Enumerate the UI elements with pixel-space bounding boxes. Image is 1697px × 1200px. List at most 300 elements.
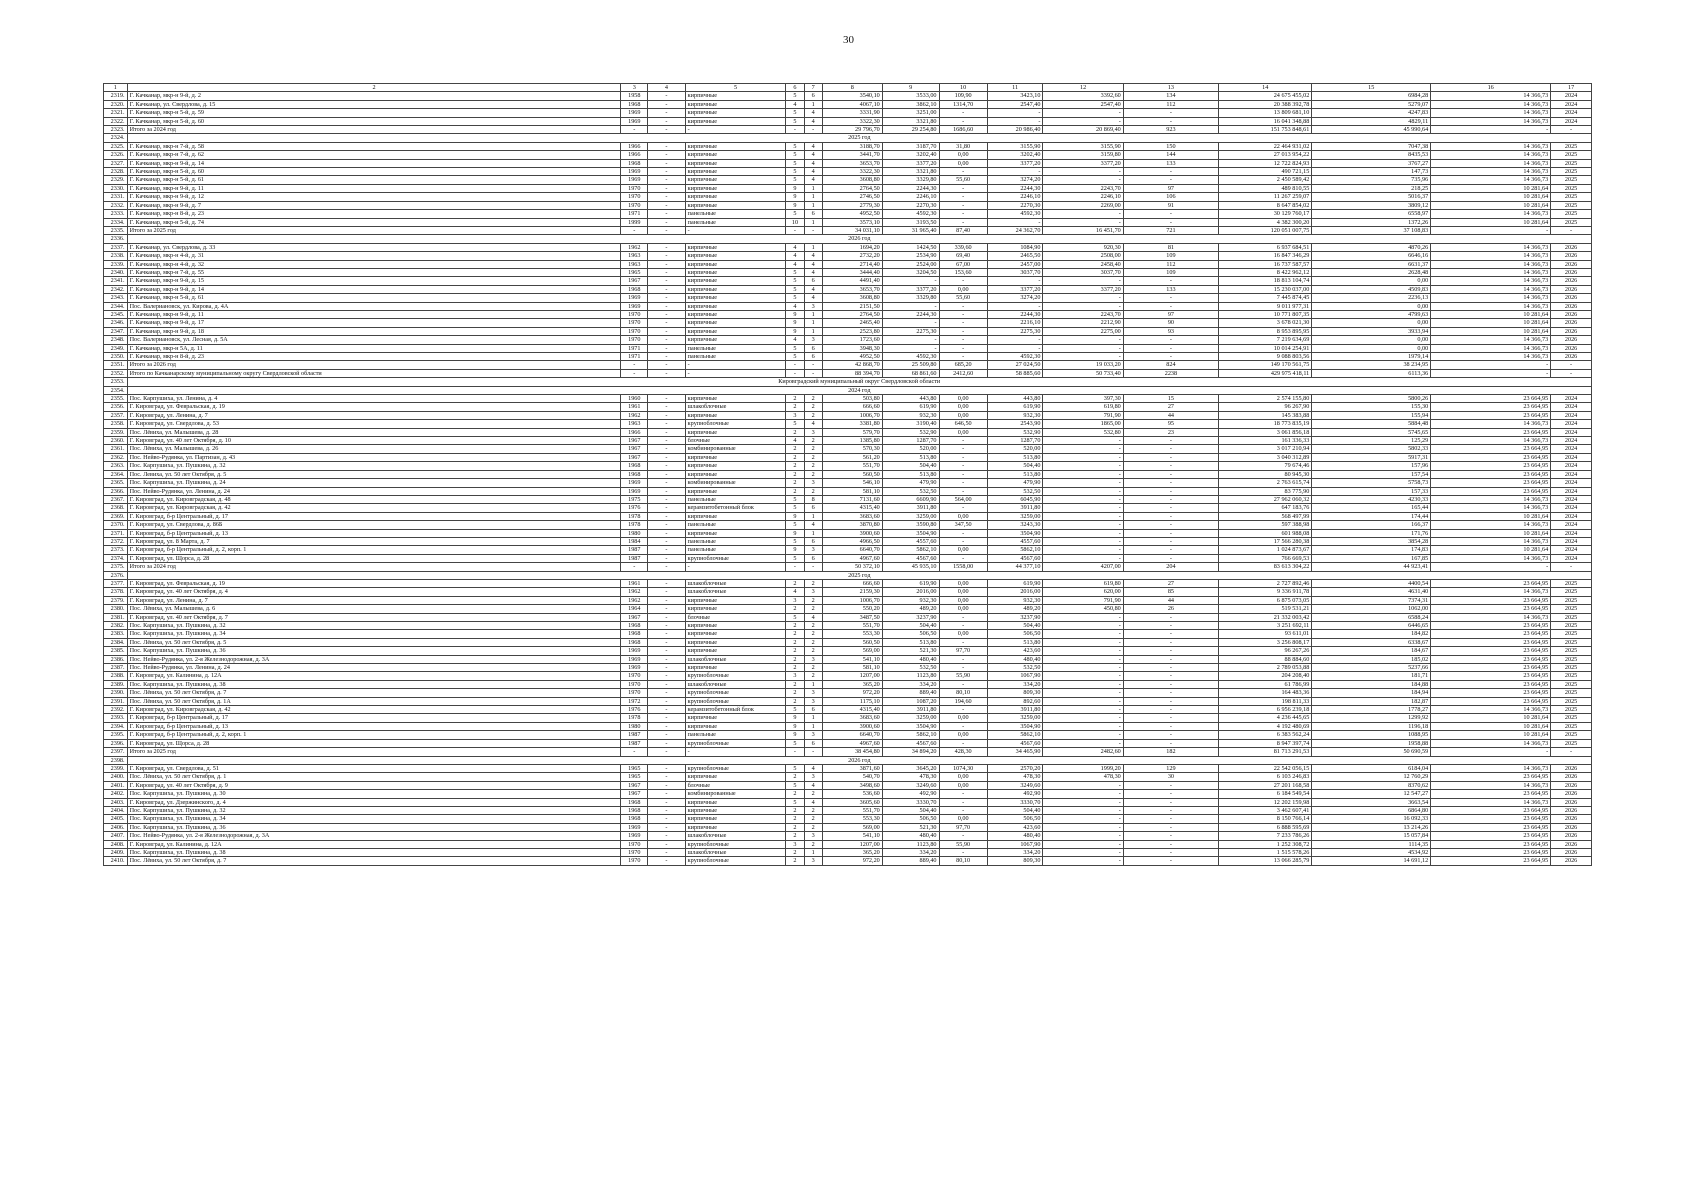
- table-cell: 3187,70: [882, 142, 939, 150]
- table-row: [104, 453, 1592, 461]
- table-cell: -: [1123, 277, 1218, 285]
- table-cell: 97,70: [939, 823, 987, 831]
- table-cell: 4247,83: [1312, 109, 1431, 117]
- table-cell: 3330,70: [987, 798, 1043, 806]
- table-cell: 4: [804, 260, 822, 268]
- table-cell: 10 281,64: [1431, 546, 1551, 554]
- table-cell: -: [1123, 437, 1218, 445]
- address-cell: Итого по Качканарскому муниципальному округу Свердловской области: [127, 369, 621, 377]
- table-cell: 27: [1123, 403, 1218, 411]
- table-cell: 1969: [621, 647, 648, 655]
- table-cell: 45 935,10: [882, 563, 939, 571]
- table-cell: -: [1043, 655, 1123, 663]
- table-row: [104, 579, 1592, 587]
- table-cell: 1970: [621, 840, 648, 848]
- table-row: [104, 184, 1592, 192]
- address-cell: Пос. Лёвиха, ул. 50 лет Октября, д. 7: [127, 689, 621, 697]
- table-cell: 2: [786, 647, 804, 655]
- table-cell: -: [1043, 336, 1123, 344]
- table-cell: 4230,33: [1312, 495, 1431, 503]
- table-cell: 3683,60: [822, 714, 882, 722]
- table-cell: 1: [804, 100, 822, 108]
- table-cell: -: [1043, 697, 1123, 705]
- table-cell: 3767,27: [1312, 159, 1431, 167]
- table-cell: 4557,60: [987, 537, 1043, 545]
- row-number: 2398.: [104, 756, 128, 764]
- table-cell: 23 664,95: [1431, 806, 1551, 814]
- table-cell: 2: [804, 453, 822, 461]
- table-cell: 3653,70: [822, 285, 882, 293]
- table-cell: 541,10: [822, 655, 882, 663]
- table-cell: -: [1123, 832, 1218, 840]
- table-cell: 0,00: [939, 815, 987, 823]
- table-cell: 3190,40: [882, 420, 939, 428]
- table-cell: 23 664,95: [1431, 848, 1551, 856]
- table-cell: -: [939, 218, 987, 226]
- table-cell: 2025: [1551, 176, 1592, 184]
- table-cell: 23 664,95: [1431, 605, 1551, 613]
- table-cell: 1968: [621, 638, 648, 646]
- table-cell: -: [1551, 563, 1592, 571]
- row-number: 2328.: [104, 168, 128, 176]
- table-cell: 2: [786, 680, 804, 688]
- table-cell: 579,70: [822, 428, 882, 436]
- table-cell: крупноблочные: [685, 420, 786, 428]
- table-cell: -: [1123, 495, 1218, 503]
- table-cell: 334,20: [882, 680, 939, 688]
- table-cell: 2: [786, 638, 804, 646]
- table-cell: 932,30: [987, 596, 1043, 604]
- table-cell: -: [1123, 210, 1218, 218]
- table-cell: 2024: [1551, 512, 1592, 520]
- address-cell: Г. Качканар, мкр-н 9-й, д. 2: [127, 92, 621, 100]
- table-cell: 30 129 760,17: [1219, 210, 1312, 218]
- table-row: [104, 260, 1592, 268]
- table-cell: 112: [1123, 260, 1218, 268]
- table-cell: -: [685, 369, 786, 377]
- row-number: 2344.: [104, 302, 128, 310]
- table-cell: 2026: [1551, 302, 1592, 310]
- table-row: [104, 731, 1592, 739]
- table-cell: -: [685, 226, 786, 234]
- table-cell: 0,00: [939, 512, 987, 520]
- table-cell: -: [1123, 823, 1218, 831]
- table-cell: 1966: [621, 142, 648, 150]
- table-cell: -: [648, 126, 685, 134]
- row-number: 2387.: [104, 664, 128, 672]
- table-cell: 5279,07: [1312, 100, 1431, 108]
- address-cell: Пос. Лёвиха, ул. 50 лет Октября, д. 1: [127, 773, 621, 781]
- table-cell: 3251,00: [882, 109, 939, 117]
- row-number: 2327.: [104, 159, 128, 167]
- table-cell: -: [1123, 655, 1218, 663]
- table-cell: 972,20: [822, 857, 882, 865]
- table-cell: 10 771 807,35: [1219, 310, 1312, 318]
- column-number-row: [104, 84, 1592, 92]
- table-cell: -: [1043, 470, 1123, 478]
- table-row: [104, 622, 1592, 630]
- column-header: 10: [939, 84, 987, 92]
- table-cell: 3608,80: [822, 176, 882, 184]
- table-cell: 3 061 856,18: [1219, 428, 1312, 436]
- table-cell: 3377,20: [882, 159, 939, 167]
- address-cell: Пос. Карпушиха, ул. Пушкина, д. 34: [127, 630, 621, 638]
- table-cell: -: [1043, 210, 1123, 218]
- table-cell: 619,80: [1043, 403, 1123, 411]
- address-cell: Г. Качканар, мкр-н 9-й, д. 14: [127, 285, 621, 293]
- table-row: [104, 655, 1592, 663]
- address-cell: Г. Кировград, б-р Центральный, д. 17: [127, 714, 621, 722]
- table-cell: 14 366,73: [1431, 277, 1551, 285]
- table-cell: 2216,10: [987, 319, 1043, 327]
- table-cell: 1969: [621, 664, 648, 672]
- table-cell: 5: [786, 151, 804, 159]
- table-cell: 1: [804, 714, 822, 722]
- table-cell: 44 923,41: [1312, 563, 1431, 571]
- table-cell: 3504,90: [987, 722, 1043, 730]
- table-cell: 1196,18: [1312, 722, 1431, 730]
- table-cell: 2025: [1551, 638, 1592, 646]
- table-cell: кирпичные: [685, 159, 786, 167]
- table-cell: -: [1123, 470, 1218, 478]
- table-cell: 29 254,80: [882, 126, 939, 134]
- table-cell: 2: [786, 462, 804, 470]
- table-cell: -: [648, 336, 685, 344]
- table-cell: -: [939, 193, 987, 201]
- table-cell: 3: [804, 655, 822, 663]
- table-cell: кирпичные: [685, 201, 786, 209]
- table-cell: 14 366,73: [1431, 353, 1551, 361]
- table-cell: 504,40: [987, 462, 1043, 470]
- table-cell: 561,20: [822, 453, 882, 461]
- table-cell: 1969: [621, 294, 648, 302]
- table-cell: панельные: [685, 210, 786, 218]
- table-row: [104, 605, 1592, 613]
- table-cell: 0,00: [939, 588, 987, 596]
- table-cell: 23 664,95: [1431, 840, 1551, 848]
- table-cell: 2024: [1551, 428, 1592, 436]
- table-cell: 4829,11: [1312, 117, 1431, 125]
- table-cell: кирпичные: [685, 92, 786, 100]
- table-cell: 3870,80: [822, 521, 882, 529]
- address-cell: Г. Кировград, ул. Свердлова, д. 86Б: [127, 521, 621, 529]
- table-cell: 14 366,73: [1431, 176, 1551, 184]
- table-cell: 6864,80: [1312, 806, 1431, 814]
- address-cell: Г. Кировград, ул. 40 лет Октября, д. 9: [127, 781, 621, 789]
- table-cell: -: [1043, 806, 1123, 814]
- table-cell: -: [939, 445, 987, 453]
- table-cell: 504,40: [987, 806, 1043, 814]
- table-cell: 1074,30: [939, 764, 987, 772]
- table-cell: 1970: [621, 201, 648, 209]
- table-cell: -: [1043, 722, 1123, 730]
- table-cell: 3: [786, 596, 804, 604]
- table-cell: 1978: [621, 512, 648, 520]
- row-number: 2364.: [104, 470, 128, 478]
- table-cell: 1968: [621, 815, 648, 823]
- table-cell: 1970: [621, 327, 648, 335]
- table-cell: -: [939, 117, 987, 125]
- table-cell: 164 483,36: [1219, 689, 1312, 697]
- table-cell: 23 664,95: [1431, 487, 1551, 495]
- table-cell: крупноблочные: [685, 739, 786, 747]
- table-cell: 4: [786, 260, 804, 268]
- table-cell: -: [786, 369, 804, 377]
- table-cell: -: [648, 521, 685, 529]
- table-cell: 550,20: [822, 605, 882, 613]
- table-cell: 34 894,20: [882, 748, 939, 756]
- table-cell: 2025: [1551, 588, 1592, 596]
- table-cell: -: [1043, 302, 1123, 310]
- table-cell: 2026: [1551, 840, 1592, 848]
- table-row: [104, 395, 1592, 403]
- table-cell: 2: [786, 697, 804, 705]
- table-cell: -: [987, 168, 1043, 176]
- table-cell: 10 281,64: [1431, 327, 1551, 335]
- table-cell: -: [804, 563, 822, 571]
- table-cell: 5862,10: [882, 546, 939, 554]
- table-cell: 50 690,59: [1312, 748, 1431, 756]
- table-cell: 513,80: [882, 638, 939, 646]
- table-cell: 2: [804, 638, 822, 646]
- table-cell: 0,00: [939, 428, 987, 436]
- table-cell: 3911,80: [882, 504, 939, 512]
- table-body: [104, 92, 1592, 865]
- table-row: [104, 310, 1592, 318]
- table-cell: -: [939, 462, 987, 470]
- address-cell: Пос. Нейво-Рудянка, ул. Ленина, д. 24: [127, 487, 621, 495]
- table-cell: 2: [786, 857, 804, 865]
- table-row: [104, 848, 1592, 856]
- table-cell: 0,00: [939, 714, 987, 722]
- table-cell: 1987: [621, 739, 648, 747]
- table-cell: 3533,00: [882, 92, 939, 100]
- table-cell: кирпичные: [685, 285, 786, 293]
- table-cell: -: [1043, 731, 1123, 739]
- table-cell: 2: [786, 806, 804, 814]
- table-cell: -: [786, 126, 804, 134]
- table-cell: -: [648, 680, 685, 688]
- table-cell: 1967: [621, 790, 648, 798]
- table-cell: 38 234,95: [1312, 361, 1431, 369]
- address-cell: Пос. Карпушиха, ул. Пушкина, д. 32: [127, 622, 621, 630]
- table-row: [104, 689, 1592, 697]
- table-cell: 204 208,40: [1219, 672, 1312, 680]
- table-cell: 3259,00: [882, 512, 939, 520]
- table-cell: 20 388 392,78: [1219, 100, 1312, 108]
- table-cell: 553,30: [822, 630, 882, 638]
- table-cell: 2547,40: [987, 100, 1043, 108]
- table-cell: 334,20: [987, 848, 1043, 856]
- table-cell: -: [648, 344, 685, 352]
- table-row: [104, 344, 1592, 352]
- table-cell: 1962: [621, 588, 648, 596]
- table-cell: 23 664,95: [1431, 638, 1551, 646]
- table-cell: 3540,10: [822, 92, 882, 100]
- table-cell: 9: [786, 184, 804, 192]
- row-number: 2339.: [104, 260, 128, 268]
- table-cell: 1: [804, 218, 822, 226]
- table-cell: 5: [786, 142, 804, 150]
- table-cell: 4: [804, 420, 822, 428]
- table-row: [104, 512, 1592, 520]
- table-cell: -: [1043, 504, 1123, 512]
- table-cell: -: [1123, 546, 1218, 554]
- row-number: 2319.: [104, 92, 128, 100]
- table-cell: 68 861,60: [882, 369, 939, 377]
- table-cell: 492,90: [987, 790, 1043, 798]
- table-cell: 23 664,95: [1431, 395, 1551, 403]
- table-cell: 480,40: [987, 832, 1043, 840]
- row-number: 2332.: [104, 201, 128, 209]
- table-cell: 9: [786, 512, 804, 520]
- table-cell: 6 383 562,24: [1219, 731, 1312, 739]
- table-cell: 23 664,95: [1431, 832, 1551, 840]
- table-cell: 1062,00: [1312, 605, 1431, 613]
- address-cell: Пос. Валериановск, ул. Лесная, д. 5А: [127, 336, 621, 344]
- table-cell: -: [648, 764, 685, 772]
- table-row: [104, 319, 1592, 327]
- table-cell: 4966,50: [822, 537, 882, 545]
- table-cell: 1088,95: [1312, 731, 1431, 739]
- table-cell: -: [939, 277, 987, 285]
- table-cell: -: [1123, 353, 1218, 361]
- table-cell: 55,90: [939, 840, 987, 848]
- address-cell: Г. Качканар, мкр-н 9-й, д. 11: [127, 184, 621, 192]
- table-cell: кирпичные: [685, 411, 786, 419]
- table-cell: 3155,90: [987, 142, 1043, 150]
- table-cell: -: [648, 403, 685, 411]
- table-cell: 1964: [621, 605, 648, 613]
- table-cell: -: [648, 445, 685, 453]
- table-cell: кирпичные: [685, 462, 786, 470]
- table-row: [104, 781, 1592, 789]
- table-cell: 2024: [1551, 92, 1592, 100]
- table-cell: -: [648, 327, 685, 335]
- table-cell: 2 727 892,46: [1219, 579, 1312, 587]
- table-cell: 1967: [621, 613, 648, 621]
- table-cell: 1961: [621, 579, 648, 587]
- table-cell: -: [1123, 521, 1218, 529]
- table-cell: 423,60: [987, 823, 1043, 831]
- table-cell: -: [939, 638, 987, 646]
- table-cell: -: [648, 487, 685, 495]
- table-cell: кирпичные: [685, 773, 786, 781]
- table-cell: 14 366,73: [1431, 142, 1551, 150]
- table-cell: -: [882, 319, 939, 327]
- table-cell: 0,00: [939, 546, 987, 554]
- table-cell: 3: [804, 731, 822, 739]
- address-cell: Итого за 2025 год: [127, 748, 621, 756]
- table-cell: 14 366,73: [1431, 706, 1551, 714]
- table-cell: 61 786,99: [1219, 680, 1312, 688]
- table-cell: 5: [786, 504, 804, 512]
- table-cell: 1865,00: [1043, 420, 1123, 428]
- table-cell: -: [987, 218, 1043, 226]
- table-cell: 2016,00: [987, 588, 1043, 596]
- table-cell: 5: [786, 344, 804, 352]
- table-cell: кирпичные: [685, 596, 786, 604]
- table-cell: -: [939, 664, 987, 672]
- table-row: [104, 714, 1592, 722]
- table-cell: 90: [1123, 319, 1218, 327]
- table-cell: 19 033,20: [1043, 361, 1123, 369]
- table-cell: 5: [786, 764, 804, 772]
- table-cell: 20 869,40: [1043, 126, 1123, 134]
- table-cell: -: [1123, 218, 1218, 226]
- address-cell: Г. Кировград, ул. 40 лет Октября, д. 7: [127, 613, 621, 621]
- table-cell: -: [786, 563, 804, 571]
- table-cell: 2246,10: [882, 193, 939, 201]
- table-cell: 6: [804, 92, 822, 100]
- address-cell: Г. Кировград, ул. Свердлова, д. 53: [127, 420, 621, 428]
- table-cell: -: [939, 109, 987, 117]
- table-cell: 1969: [621, 302, 648, 310]
- table-cell: -: [648, 832, 685, 840]
- row-number: 2358.: [104, 420, 128, 428]
- table-cell: 2026: [1551, 327, 1592, 335]
- table-cell: 1963: [621, 252, 648, 260]
- section-heading: 2024 год: [127, 386, 1591, 394]
- table-cell: -: [1123, 790, 1218, 798]
- table-cell: 10 281,64: [1431, 310, 1551, 318]
- table-cell: 6113,36: [1312, 369, 1431, 377]
- table-row: [104, 638, 1592, 646]
- table-cell: -: [648, 672, 685, 680]
- table-cell: 182: [1123, 748, 1218, 756]
- table-cell: -: [1043, 453, 1123, 461]
- table-cell: 2: [786, 655, 804, 663]
- table-cell: 23 664,95: [1431, 622, 1551, 630]
- table-cell: 4: [804, 109, 822, 117]
- table-cell: 38 454,80: [822, 748, 882, 756]
- table-cell: 2024: [1551, 403, 1592, 411]
- address-cell: Итого за 2024 год: [127, 126, 621, 134]
- table-cell: 16 092,33: [1312, 815, 1431, 823]
- row-number: 2410.: [104, 857, 128, 865]
- table-cell: 1958: [621, 92, 648, 100]
- address-cell: Г. Качканар, мкр-н 9-й, д. 14: [127, 159, 621, 167]
- table-cell: блочные: [685, 613, 786, 621]
- table-cell: 9: [786, 722, 804, 730]
- table-cell: 920,30: [1043, 243, 1123, 251]
- table-cell: -: [1043, 277, 1123, 285]
- table-cell: 9: [786, 193, 804, 201]
- row-number: 2366.: [104, 487, 128, 495]
- table-cell: -: [648, 260, 685, 268]
- table-cell: 569,00: [822, 647, 882, 655]
- table-cell: 1968: [621, 806, 648, 814]
- row-number: 2402.: [104, 790, 128, 798]
- table-cell: 1962: [621, 596, 648, 604]
- table-cell: 2025: [1551, 739, 1592, 747]
- table-cell: 1778,27: [1312, 706, 1431, 714]
- table-cell: 3377,20: [987, 159, 1043, 167]
- table-cell: -: [1043, 117, 1123, 125]
- table-cell: -: [1123, 664, 1218, 672]
- table-row: [104, 739, 1592, 747]
- address-cell: Г. Кировград, ул. Калинина, д. 12А: [127, 672, 621, 680]
- table-cell: 2764,50: [822, 184, 882, 192]
- row-number: 2345.: [104, 310, 128, 318]
- table-cell: 4207,00: [1043, 563, 1123, 571]
- table-cell: 12 760,29: [1312, 773, 1431, 781]
- table-cell: -: [648, 739, 685, 747]
- table-row: [104, 857, 1592, 865]
- table-cell: 14 366,73: [1431, 344, 1551, 352]
- table-cell: 4567,60: [882, 739, 939, 747]
- table-cell: -: [1123, 537, 1218, 545]
